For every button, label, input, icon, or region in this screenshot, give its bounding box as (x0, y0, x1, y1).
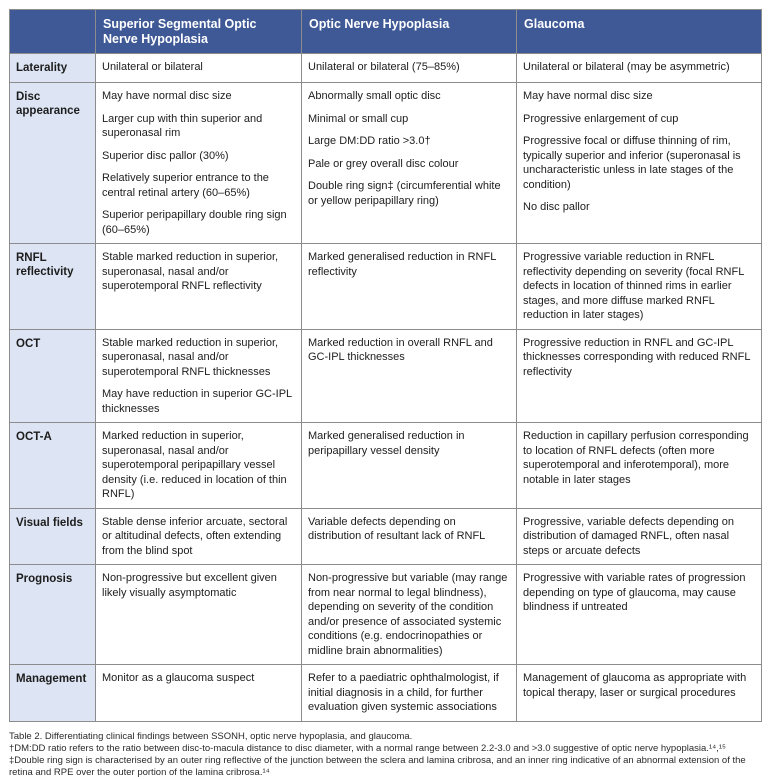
cell-text: Stable marked reduction in superior, superonasal, nasal and/or superotemporal RNFL reflectivity (102, 251, 279, 292)
header-corner (10, 10, 96, 54)
cell-text: Variable defects depending on distribution of resultant lack of RNFL (308, 515, 486, 542)
table-row (10, 665, 762, 722)
cell-ssonh (96, 565, 302, 665)
cell-text: Progressive with variable rates of progression depending on type of glaucoma, may cause blindness if untreated (523, 572, 746, 613)
cell-text: Abnormally small optic disc (308, 90, 441, 102)
cell-text: No disc pallor (523, 201, 590, 213)
cell-text: Non-progressive but excellent given likely visually asymptomatic (102, 572, 277, 599)
cell-text: Superior disc pallor (30%) (102, 149, 229, 162)
cell-text: Management of glaucoma as appropriate with topical therapy, laser or surgical procedures (523, 672, 747, 699)
cell-glaucoma (517, 423, 762, 509)
cell-onh (302, 329, 517, 423)
cell-text: Non-progressive but variable (may range from near normal to legal blindness), depending on severity of the condition and/or presence of associated systemic conditions (e.g. endocrinopathies or midline brain abnormalities) (308, 572, 508, 657)
table-row (10, 244, 762, 330)
cell-glaucoma (517, 329, 762, 423)
cell-text: Marked generalised reduction in peripapillary vessel density (308, 430, 465, 457)
cell-ssonh (96, 244, 302, 330)
cell-glaucoma (517, 244, 762, 330)
row-label: Prognosis (10, 565, 96, 665)
cell-onh (302, 54, 517, 83)
cell-text: Unilateral or bilateral (102, 61, 203, 73)
cell-text: Progressive variable reduction in RNFL reflectivity depending on severity (focal RNFL defects in location of thinned rims in earlier stages, and more diffuse marked RNFL reduction in later stages) (523, 251, 744, 321)
row-label: Laterality (10, 54, 96, 83)
cell-ssonh (96, 665, 302, 722)
row-label: Management (10, 665, 96, 722)
cell-text: Relatively superior entrance to the central retinal artery (60–65%) (102, 172, 269, 199)
cell-text: Superior peripapillary double ring sign (60–65%) (102, 209, 287, 236)
cell-ssonh (96, 508, 302, 565)
cell-onh (302, 508, 517, 565)
header-onh: Optic Nerve Hypoplasia (302, 10, 517, 54)
cell-text: Double ring sign‡ (circumferential white or yellow peripapillary ring) (308, 180, 501, 207)
table-row (10, 83, 762, 244)
cell-text: Reduction in capillary perfusion corresponding to location of RNFL defects (often more superotemporal and inferotemporal), more notable in later stages (523, 430, 749, 486)
cell-text: May have normal disc size (102, 90, 232, 102)
cell-text: Large DM:DD ratio >3.0† (308, 135, 431, 147)
cell-glaucoma (517, 565, 762, 665)
cell-text: Stable dense inferior arcuate, sectoral or altitudinal defects, often extending from the blind spot (102, 515, 288, 557)
table-row (10, 508, 762, 565)
cell-onh (302, 565, 517, 665)
row-label: Disc appearance (10, 83, 96, 244)
cell-text: May have reduction in superior GC-IPL thicknesses (102, 388, 292, 415)
cell-text: May have normal disc size (523, 90, 653, 102)
cell-text: Minimal or small cup (308, 112, 409, 125)
cell-text: Monitor as a glaucoma suspect (102, 672, 255, 684)
row-label: OCT (10, 329, 96, 423)
footnote-double-ring: ‡Double ring sign is characterised by an outer ring reflective of the junction between the sclera and lamina cribrosa, and an inner ring indicative of an abnormal extension of the retina and RPE over the outer portion of the lamina cribrosa.¹⁴ (9, 754, 746, 778)
cell-text: Pale or grey overall disc colour (308, 157, 459, 170)
cell-ssonh (96, 83, 302, 244)
cell-text: Refer to a paediatric ophthalmologist, if initial diagnosis in a child, for further evaluation given systemic associations (308, 672, 499, 713)
cell-text: Larger cup with thin superior and superonasal rim (102, 112, 263, 139)
table-body (10, 54, 762, 722)
caption-title: Table 2. Differentiating clinical findings between SSONH, optic nerve hypoplasia, and glaucoma. (9, 730, 413, 742)
row-label: Visual fields (10, 508, 96, 565)
cell-text: Progressive reduction in RNFL and GC-IPL thicknesses corresponding with reduced RNFL reflectivity (523, 336, 751, 378)
cell-ssonh (96, 423, 302, 509)
cell-glaucoma (517, 83, 762, 244)
table-row (10, 565, 762, 665)
row-label: OCT-A (10, 423, 96, 509)
table-row (10, 54, 762, 83)
cell-text: Unilateral or bilateral (75–85%) (308, 61, 460, 73)
cell-glaucoma (517, 665, 762, 722)
table-row (10, 329, 762, 423)
header-ssonh: Superior Segmental Optic Nerve Hypoplasia (96, 10, 302, 54)
cell-text: Progressive focal or diffuse thinning of rim, typically superior and inferior (superonasal is uncharacteristic unless in late stages of the condition) (523, 135, 741, 191)
row-label: RNFL reflectivity (10, 244, 96, 330)
footnote-dm-dd: †DM:DD ratio refers to the ratio between disc-to-macula distance to disc diameter, with a normal range between 2.2-3.0 and >3.0 suggestive of optic nerve hypoplasia.¹⁴,¹⁵ (9, 742, 726, 754)
cell-glaucoma (517, 54, 762, 83)
cell-text: Progressive enlargement of cup (523, 112, 679, 125)
cell-text: Marked reduction in superior, superonasal, nasal and/or superotemporal peripapillary vessel density (i.e. reduced in location of thin RNFL) (102, 430, 287, 500)
cell-onh (302, 423, 517, 509)
cell-ssonh (96, 329, 302, 423)
table-caption (9, 731, 761, 779)
cell-text: Stable marked reduction in superior, superonasal, nasal and/or superotemporal RNFL thicknesses (102, 336, 279, 378)
cell-onh (302, 244, 517, 330)
cell-text: Marked generalised reduction in RNFL reflectivity (308, 251, 496, 278)
header-glaucoma: Glaucoma (517, 10, 762, 54)
cell-glaucoma (517, 508, 762, 565)
cell-onh (302, 83, 517, 244)
cell-text: Unilateral or bilateral (may be asymmetric) (523, 61, 730, 73)
header-row (10, 10, 762, 54)
differential-table (9, 9, 762, 722)
cell-onh (302, 665, 517, 722)
table-row (10, 423, 762, 509)
cell-text: Marked reduction in overall RNFL and GC-IPL thicknesses (308, 336, 493, 363)
cell-ssonh (96, 54, 302, 83)
cell-text: Progressive, variable defects depending on distribution of damaged RNFL, often nasal steps or arcuate defects (523, 515, 734, 557)
table-figure (9, 9, 761, 779)
